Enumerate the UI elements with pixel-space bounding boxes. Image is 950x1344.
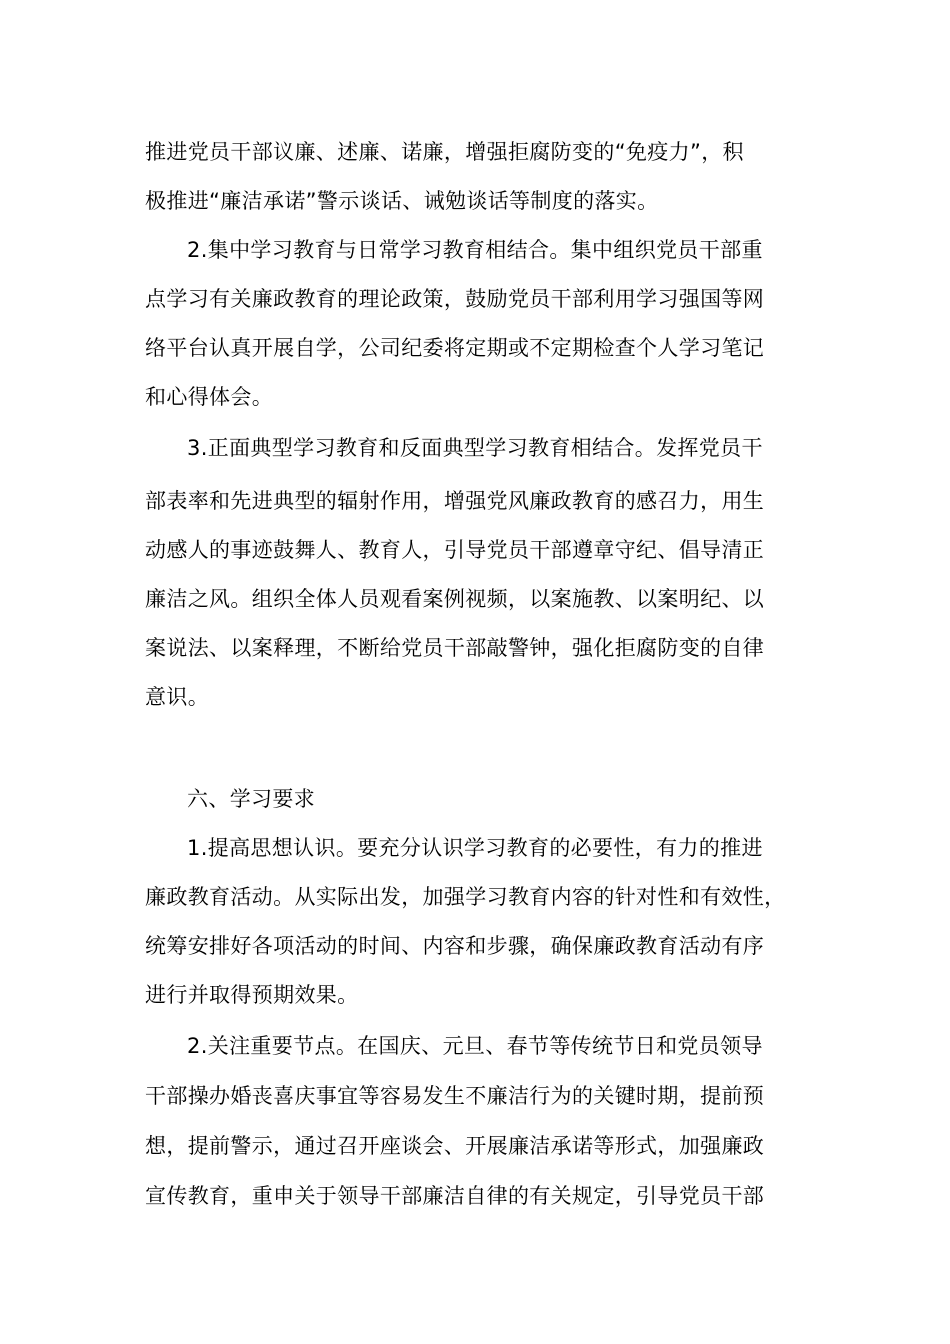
paragraph-line: 动感人的事迹鼓舞人、教育人，引导党员干部遵章守纪、倡导清正: [145, 538, 765, 562]
paragraph-line: 和心得体会。: [145, 385, 274, 409]
paragraph-line: 极推进“廉洁承诺”警示谈话、诫勉谈话等制度的落实。: [145, 189, 659, 213]
list-item-heading: 2.关注重要节点。在国庆、元旦、春节等传统节日和党员领导: [187, 1034, 763, 1058]
paragraph-line: 宣传教育，重申关于领导干部廉洁自律的有关规定，引导党员干部: [145, 1184, 765, 1208]
paragraph-line: 廉政教育活动。从实际出发，加强学习教育内容的针对性和有效性，: [145, 885, 786, 909]
section-heading: 六、学习要求: [187, 787, 316, 811]
paragraph-line: 廉洁之风。组织全体人员观看案例视频，以案施教、以案明纪、以: [145, 587, 765, 611]
paragraph-line: 案说法、以案释理，不断给党员干部敲警钟，强化拒腐防变的自律: [145, 636, 765, 660]
paragraph-line: 进行并取得预期效果。: [145, 983, 359, 1007]
paragraph-line: 意识。: [145, 685, 210, 709]
paragraph-line: 推进党员干部议廉、述廉、诺廉，增强拒腐防变的“免疫力”，积: [145, 140, 744, 164]
paragraph-line: 统筹安排好各项活动的时间、内容和步骤，确保廉政教育活动有序: [145, 934, 765, 958]
list-item-heading: 1.提高思想认识。要充分认识学习教育的必要性，有力的推进: [187, 836, 763, 860]
paragraph-line: 部表率和先进典型的辐射作用，增强党风廉政教育的感召力，用生: [145, 489, 765, 513]
paragraph-line: 络平台认真开展自学，公司纪委将定期或不定期检查个人学习笔记: [145, 336, 765, 360]
paragraph-line: 点学习有关廉政教育的理论政策，鼓励党员干部利用学习强国等网: [145, 287, 765, 311]
list-item-heading: 2.集中学习教育与日常学习教育相结合。集中组织党员干部重: [187, 238, 763, 262]
list-item-heading: 3.正面典型学习教育和反面典型学习教育相结合。发挥党员干: [187, 436, 763, 460]
paragraph-line: 想，提前警示，通过召开座谈会、开展廉洁承诺等形式，加强廉政: [145, 1134, 765, 1158]
paragraph-line: 干部操办婚丧喜庆事宜等容易发生不廉洁行为的关键时期，提前预: [145, 1084, 765, 1108]
